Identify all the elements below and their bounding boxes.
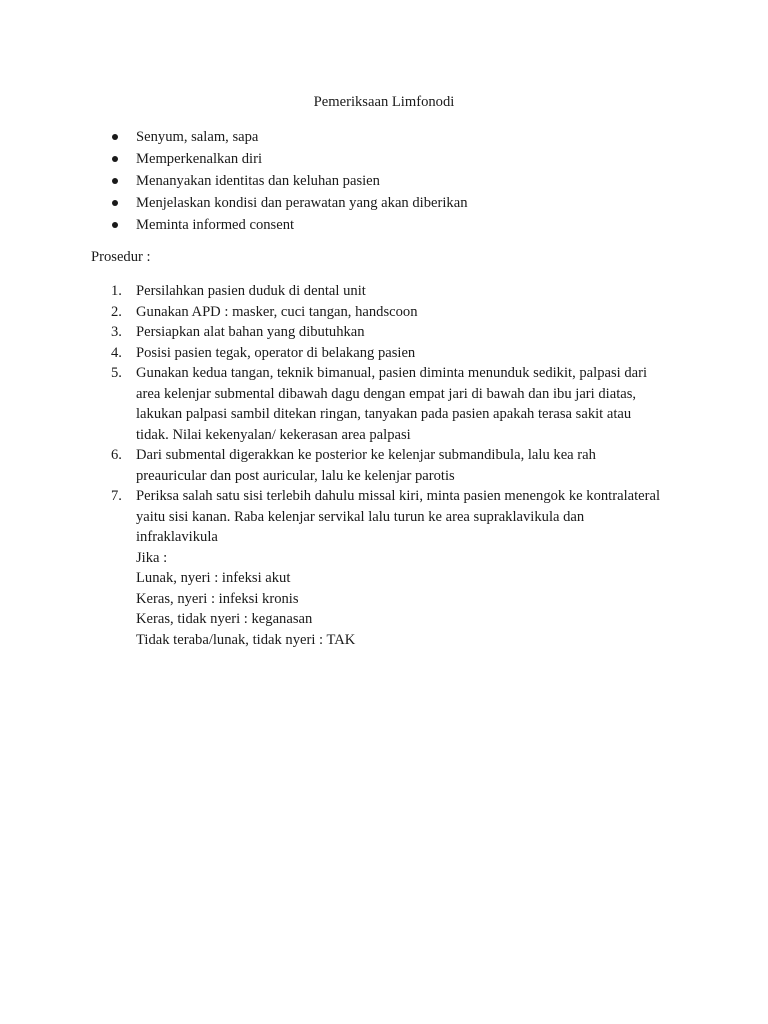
step-text-line: Persilahkan pasien duduk di dental unit xyxy=(136,283,366,299)
bullet-text: Meminta informed consent xyxy=(136,217,295,233)
step-text-line: area kelenjar submental dibawah dagu dengan empat jari di bawah dan ibu jari diatas, xyxy=(136,385,637,402)
procedure-step xyxy=(0,445,681,486)
procedure-step xyxy=(0,302,681,323)
step-text-line: Lunak, nyeri : infeksi akut xyxy=(136,570,291,586)
step-number: 6. xyxy=(111,447,122,463)
step-number: 1. xyxy=(111,283,122,299)
step-text-line: Jika : xyxy=(136,549,168,566)
step-text-line: lakukan palpasi sambil ditekan ringan, tanyakan pada pasien apakah terasa sakit atau xyxy=(136,406,632,422)
bullet-text: Memperkenalkan diri xyxy=(136,151,263,167)
procedure-label: Prosedur : xyxy=(91,249,151,265)
bullet-item xyxy=(0,192,768,214)
bullet-item xyxy=(0,214,768,236)
step-number: 5. xyxy=(111,365,122,381)
step-text-line: Persiapkan alat bahan yang dibutuhkan xyxy=(136,324,365,340)
bullet-icon xyxy=(112,222,118,228)
bullet-icon xyxy=(112,200,118,206)
bullet-item xyxy=(0,148,768,170)
procedure-step xyxy=(0,322,681,343)
step-text-line: tidak. Nilai kekenyalan/ kekerasan area palpasi xyxy=(136,426,411,443)
bullet-text: Menjelaskan kondisi dan perawatan yang akan diberikan xyxy=(136,195,468,211)
procedure-step xyxy=(0,281,681,302)
step-number: 2. xyxy=(111,303,122,320)
step-number: 7. xyxy=(111,488,122,504)
bullet-item xyxy=(0,170,768,192)
intro-bullet-list xyxy=(0,126,768,236)
step-text-line: preauricular dan post auricular, lalu ke kelenjar parotis xyxy=(136,467,455,484)
procedure-step xyxy=(0,486,681,650)
document-title: Pemeriksaan Limfonodi xyxy=(313,94,455,110)
bullet-item xyxy=(0,126,768,148)
step-text-line: Tidak teraba/lunak, tidak nyeri : TAK xyxy=(136,631,356,648)
bullet-text: Senyum, salam, sapa xyxy=(136,129,259,145)
step-text-line: Dari submental digerakkan ke posterior ke kelenjar submandibula, lalu kea rah xyxy=(136,447,596,463)
step-text-line: Posisi pasien tegak, operator di belakang pasien xyxy=(136,344,416,361)
bullet-icon xyxy=(112,178,118,184)
bullet-icon xyxy=(112,156,118,162)
procedure-step xyxy=(0,343,681,364)
procedure-step xyxy=(0,363,681,445)
step-text-line: Gunakan kedua tangan, teknik bimanual, pasien diminta menunduk sedikit, palpasi dari xyxy=(136,365,648,381)
bullet-text: Menanyakan identitas dan keluhan pasien xyxy=(136,173,380,189)
step-text-line: Keras, nyeri : infeksi kronis xyxy=(136,590,299,607)
step-text-line: yaitu sisi kanan. Raba kelenjar servikal lalu turun ke area supraklavikula dan xyxy=(136,508,585,525)
step-text-line: Periksa salah satu sisi terlebih dahulu missal kiri, minta pasien menengok ke kontralateral xyxy=(136,488,661,504)
step-text-line: Keras, tidak nyeri : keganasan xyxy=(136,611,313,627)
step-number: 3. xyxy=(111,324,122,340)
step-number: 4. xyxy=(111,344,122,361)
procedure-step-list xyxy=(0,281,768,650)
step-text-line: Gunakan APD : masker, cuci tangan, handscoon xyxy=(136,303,418,320)
bullet-icon xyxy=(112,134,118,140)
step-text-line: infraklavikula xyxy=(136,529,218,545)
